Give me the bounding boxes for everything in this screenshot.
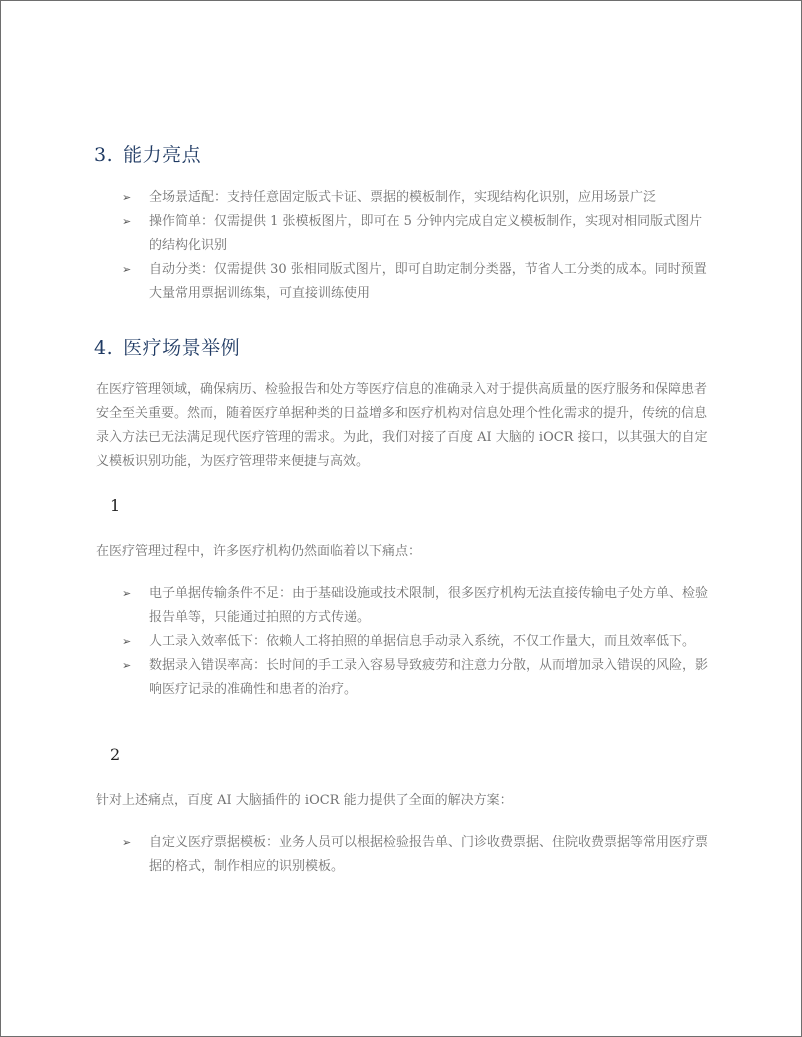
arrow-bullet-icon: ➢: [122, 836, 132, 849]
subsection-2-intro: 针对上述痛点，百度 AI 大脑插件的 iOCR 能力提供了全面的解决方案：: [96, 793, 513, 808]
list-item: [122, 831, 712, 879]
subsection-1-bullet-list: [122, 582, 712, 702]
section-3-title: 能力亮点: [123, 144, 202, 166]
arrow-bullet-icon: ➢: [122, 587, 132, 600]
section-4-number: 4.: [94, 337, 114, 359]
list-item: [122, 258, 712, 306]
arrow-bullet-icon: ➢: [122, 215, 132, 228]
list-item: [122, 654, 712, 702]
section-3-number: 3.: [94, 144, 114, 166]
section-4-title: 医疗场景举例: [123, 337, 241, 359]
list-item-text: 自定义医疗票据模板：业务人员可以根据检验报告单、门诊收费票据、住院收费票据等常用医疗票据的格式，制作相应的识别模板。: [149, 835, 709, 874]
section-4-intro: 在医疗管理领域，确保病历、检验报告和处方等医疗信息的准确录入对于提供高质量的医疗服务和保障患者安全至关重要。然而，随着医疗单据种类的日益增多和医疗机构对信息处理个性化需求的提升，传统的信息录入方法已无法满足现代医疗管理的需求。为此，我们对接了百度 AI 大脑的 iOCR 接口，以其强大的自定义模板识别功能，为医疗管理带来便捷与高效。: [96, 382, 708, 469]
list-item: [122, 630, 712, 654]
list-item-text: 数据录入错误率高：长时间的手工录入容易导致疲劳和注意力分散，从而增加录入错误的风险，影响医疗记录的准确性和患者的治疗。: [149, 658, 709, 697]
list-item: [122, 210, 712, 258]
arrow-bullet-icon: ➢: [122, 635, 132, 648]
list-item-text: 自动分类：仅需提供 30 张相同版式图片，即可自助定制分类器，节省人工分类的成本。同时预置大量常用票据训练集，可直接训练使用: [149, 262, 707, 301]
section-3-heading: [94, 140, 201, 167]
subsection-2-number: 2: [110, 745, 121, 764]
list-item-text: 人工录入效率低下：依赖人工将拍照的单据信息手动录入系统，不仅工作量大，而且效率低下。: [149, 634, 696, 649]
subsection-1-number: 1: [110, 496, 121, 515]
list-item: [122, 582, 712, 630]
list-item-text: 全场景适配：支持任意固定版式卡证、票据的模板制作，实现结构化识别，应用场景广泛: [149, 190, 657, 205]
arrow-bullet-icon: ➢: [122, 263, 132, 276]
arrow-bullet-icon: ➢: [122, 191, 132, 204]
section-4-heading: [94, 333, 240, 360]
list-item-text: 操作简单：仅需提供 1 张模板图片，即可在 5 分钟内完成自定义模板制作，实现对相同版式图片的结构化识别: [149, 214, 703, 253]
list-item: [122, 186, 712, 210]
subsection-1-intro: 在医疗管理过程中，许多医疗机构仍然面临着以下痛点：: [96, 544, 422, 559]
arrow-bullet-icon: ➢: [122, 659, 132, 672]
section-3-bullet-list: [122, 186, 712, 306]
list-item-text: 电子单据传输条件不足：由于基础设施或技术限制，很多医疗机构无法直接传输电子处方单、检验报告单等，只能通过拍照的方式传递。: [149, 586, 709, 625]
subsection-2-bullet-list: [122, 831, 712, 879]
